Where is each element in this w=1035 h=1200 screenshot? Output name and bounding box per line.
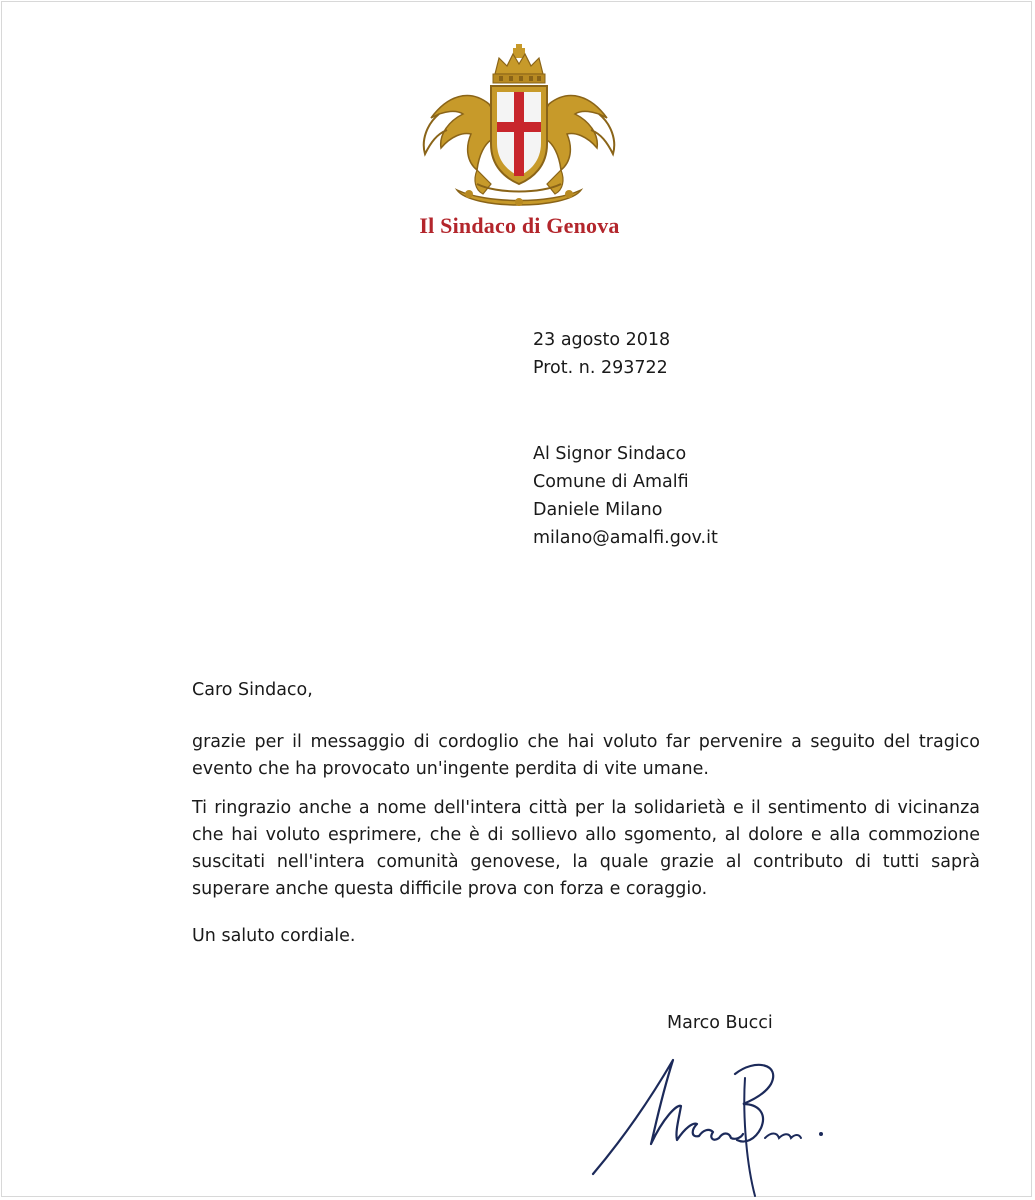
letterhead-title: Il Sindaco di Genova [419,213,620,238]
signer-name: Marco Bucci [667,1013,773,1033]
body-paragraph-2 [192,795,980,903]
date-protocol-block [533,326,670,382]
recipient-municipality: Comune di Amalfi [533,472,689,492]
body-paragraph-2-text: Ti ringrazio anche a nome dell'intera città per la solidarietà e il sentimento di vicinanza che hai voluto esprimere, che è di sollievo allo sgomento, al dolore e alla commozione suscitati nell'intera comunità genovese, la quale grazie al contributo di tutti saprà superare anche questa difficile prova con forza e coraggio. [192,798,980,899]
recipient-address [533,440,718,552]
recipient-name: Daniele Milano [533,500,663,520]
shield-icon [491,86,547,184]
recipient-email: milano@amalfi.gov.it [533,528,718,548]
crown-icon [493,44,545,83]
salutation: Caro Sindaco, [192,680,313,700]
letter-date: 23 agosto 2018 [533,330,671,350]
genova-coat-of-arms-icon [417,44,621,212]
closing-salutation: Un saluto cordiale. [192,926,356,946]
protocol-number: Prot. n. 293722 [533,358,668,378]
right-griffin-icon [543,96,614,194]
base-ornament-icon [457,184,581,206]
left-griffin-icon [424,96,495,194]
recipient-title: Al Signor Sindaco [533,444,687,464]
body-paragraph-1: grazie per il messaggio di cordoglio che hai voluto far pervenire a seguito del tragico evento che ha provocato un'ingente perdita di vite umane. [192,732,980,779]
handwritten-signature-icon [585,1048,845,1198]
